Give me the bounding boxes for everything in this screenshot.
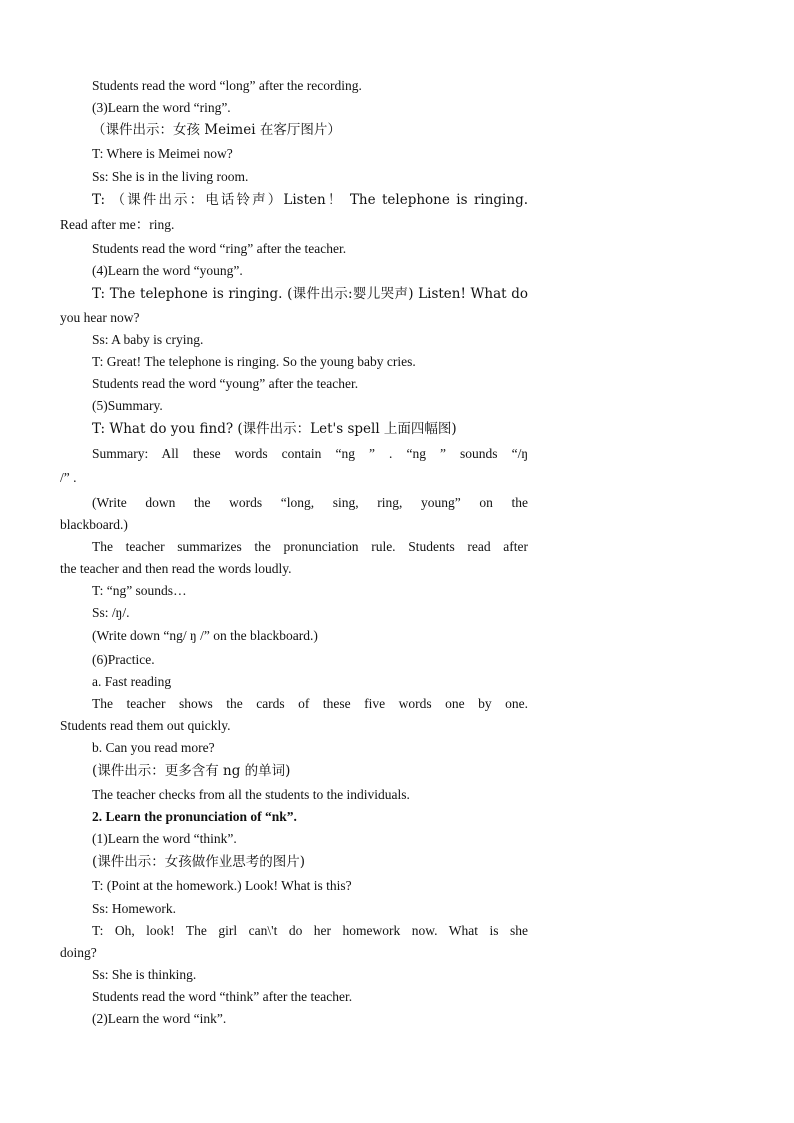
text-line: (4)Learn the word “young”. [92, 263, 243, 278]
text-line: (3)Learn the word “ring”. [92, 100, 231, 115]
text-line: (6)Practice. [92, 652, 155, 667]
text-line: The teacher checks from all the students to the individuals. [92, 787, 410, 802]
text-line: T: (Point at the homework.) Look! What is this? [92, 878, 352, 893]
text-line: (1)Learn the word “think”. [92, 831, 237, 846]
text-line: you hear now? [60, 310, 140, 325]
text-line: Summary: All these words contain “ng ” . “ng ” sounds “/ŋ [92, 446, 528, 461]
text-line: Students read the word “long” after the recording. [92, 78, 362, 93]
text-line: Ss: She is in the living room. [92, 169, 249, 184]
text-line: Students read the word “ring” after the teacher. [92, 241, 347, 256]
text-line: (Write down “ng/ ŋ /” on the blackboard.) [92, 628, 318, 643]
text-line: Ss: A baby is crying. [92, 332, 204, 347]
text-line: (5)Summary. [92, 398, 163, 413]
text-line: (课件出示：更多含有 ng 的单词) [92, 763, 291, 779]
text-line: Students read them out quickly. [60, 718, 231, 733]
text-line: (Write down the words “long, sing, ring, young” on the [92, 495, 528, 510]
text-line: The teacher shows the cards of these five words one by one. [92, 696, 528, 711]
text-line: b. Can you read more? [92, 740, 215, 755]
text-line: T: What do you find? (课件出示：Let's spell 上面四幅图) [92, 421, 457, 437]
text-line: Students read the word “think” after the teacher. [92, 989, 353, 1004]
text-line: T: Great! The telephone is ringing. So the young baby cries. [92, 354, 416, 369]
text-line: /” . [60, 470, 77, 485]
text-line: Ss: Homework. [92, 901, 176, 916]
text-line: T: （课件出示：电话铃声）Listen！ The telephone is ringing. [92, 192, 528, 208]
text-line: T: “ng” sounds… [92, 583, 187, 598]
section-heading: 2. Learn the pronunciation of “nk”. [92, 809, 297, 824]
text-line: Ss: /ŋ/. [92, 605, 130, 620]
text-line: Read after me：ring. [60, 217, 175, 232]
text-line: Ss: She is thinking. [92, 967, 197, 982]
text-line: (2)Learn the word “ink”. [92, 1011, 227, 1026]
text-line: doing? [60, 945, 97, 960]
text-line: The teacher summarizes the pronunciation rule. Students read after [92, 539, 528, 554]
text-line: T: Oh, look! The girl can\'t do her homework now. What is she [92, 923, 528, 938]
text-line: T: Where is Meimei now? [92, 146, 233, 161]
text-line: blackboard.) [60, 517, 128, 532]
text-line: Students read the word “young” after the teacher. [92, 376, 359, 391]
text-line: (课件出示：女孩做作业思考的图片) [92, 854, 306, 870]
text-line: the teacher and then read the words loudly. [60, 561, 292, 576]
text-line: a. Fast reading [92, 674, 172, 689]
text-line: （课件出示：女孩 Meimei 在客厅图片） [92, 122, 341, 138]
text-line: T: The telephone is ringing. (课件出示:婴儿哭声) Listen! What do [92, 286, 528, 302]
